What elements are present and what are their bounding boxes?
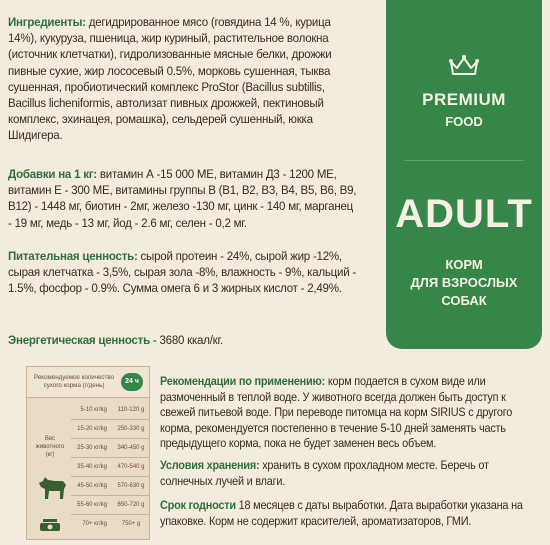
weight-cell: 5-10 кг/kg — [80, 407, 107, 413]
storage-label: Условия хранения: — [160, 458, 260, 472]
weight-cell: 15-20 кг/kg — [77, 426, 107, 432]
weight-cell: 25-30 кг/kg — [77, 445, 107, 451]
grams-cell: 250-330 g — [117, 426, 145, 432]
nutrition-label: Питательная ценность: — [8, 249, 138, 263]
nutrition-section — [8, 248, 360, 297]
weight-cell: 55-60 кг/kg — [77, 502, 107, 508]
energy-label: Энергетическая ценность — [8, 333, 150, 347]
premium-label: PREMIUM — [422, 90, 506, 109]
ingredients-label: Ингредиенты: — [8, 15, 86, 29]
feeding-table — [26, 366, 150, 540]
grams-cell: 650-720 g — [117, 502, 145, 508]
dog-icon — [33, 471, 69, 505]
additives-label: Добавки на 1 кг: — [8, 167, 97, 181]
storage-section — [160, 458, 537, 489]
additives-section — [8, 166, 360, 231]
weight-caption: Вес животного (кг) — [35, 436, 65, 458]
ingredients-text: дегидрированное мясо (говядина 14 %, курица 14%), кукуруза, пшеница, жир куриный, растительное волокна (источник клетчатки), гидролизованные мясные белки, дрожжи пивные сухие, жир лососевый 0.5%, морковь сушенная, тыква сушенная, пробиотический комплекс ProStor (Bacillus subtillis, Bacillus licheniformis, автолизат пивных дрожжей, пектиновый комплекс, эхинацея, ромашка), сельдерей сушенный, юкка Шидигера. — [8, 15, 332, 143]
shelf-label: Срок годности — [160, 498, 236, 512]
storage-text: хранить в сухом прохладном месте. Беречь от солнечных лучей и влаги. — [160, 458, 489, 488]
ingredients-section — [8, 14, 360, 144]
recommend-section — [160, 374, 537, 452]
additives-text: витамин А -15 000 МЕ, витамин Д3 - 1200 МЕ, витамин Е - 300 МЕ, витамины группы В (В1, В2, В3, В4, В5, В6, В9, В12) - 1448 мг, биотин - 2мг, железо -130 мг, цинк - 140 мг, марганец - 19 мг, медь - 13 мг, йод - 2.6 мг, селен - 0,2 мг. — [8, 167, 357, 230]
nutrition-text: сырой протеин - 24%, сырой жир -12%, сырая клетчатка - 3,5%, сырая зола -8%, влажность - 9%, кальций - 1.5%, фосфор - 0.9%. Сумма омега 6 и 3 жирных кислот - 2,49%. — [8, 249, 357, 296]
weight-cell: 35-40 кг/kg — [77, 464, 107, 470]
grams-cell: 110-120 g — [117, 407, 145, 413]
korm-label: КОРМ ДЛЯ ВЗРОСЛЫХ СОБАК — [410, 257, 518, 308]
grams-cell: 570-630 g — [117, 483, 145, 489]
weight-cell: 70+ кг/kg — [82, 521, 107, 527]
shelf-section — [160, 498, 537, 529]
feeding-table-title: Рекомендуемое количество сухого корма (г/день) — [34, 374, 114, 389]
adult-label: ADULT — [395, 192, 533, 236]
badge-divider — [404, 160, 524, 161]
age-tag: 24 ч — [121, 373, 143, 391]
crown-icon — [448, 54, 480, 78]
recommend-label: Рекомендации по применению: — [160, 374, 326, 388]
weight-cell: 45-50 кг/kg — [77, 483, 107, 489]
grams-cell: 470-540 g — [117, 464, 145, 470]
premium-badge — [386, 0, 542, 349]
recommend-text: корм подается в сухом виде или размоченный в теплой воде. У животного всегда должен быть доступ к свежей питьевой воде. При переводе питомца на корм SIRIUS с другого корма, рекомендуется постепенно в течение 5-10 дней заменять часть предыдущего корма, пока не будет заменен весь объем. — [160, 374, 513, 451]
energy-text: - 3680 ккал/кг. — [149, 333, 224, 347]
grams-cell: 750+ g — [121, 521, 141, 527]
shelf-text: 18 месяцев с даты выработки. Дата выработки указана на упаковке. Корм не содержит красителей, ароматизаторов, ГМИ. — [160, 498, 523, 528]
scale-icon — [37, 515, 63, 533]
food-label: FOOD — [445, 114, 483, 129]
energy-section — [8, 332, 360, 348]
grams-cell: 340-450 g — [117, 445, 145, 451]
feeding-table-header — [27, 367, 149, 398]
